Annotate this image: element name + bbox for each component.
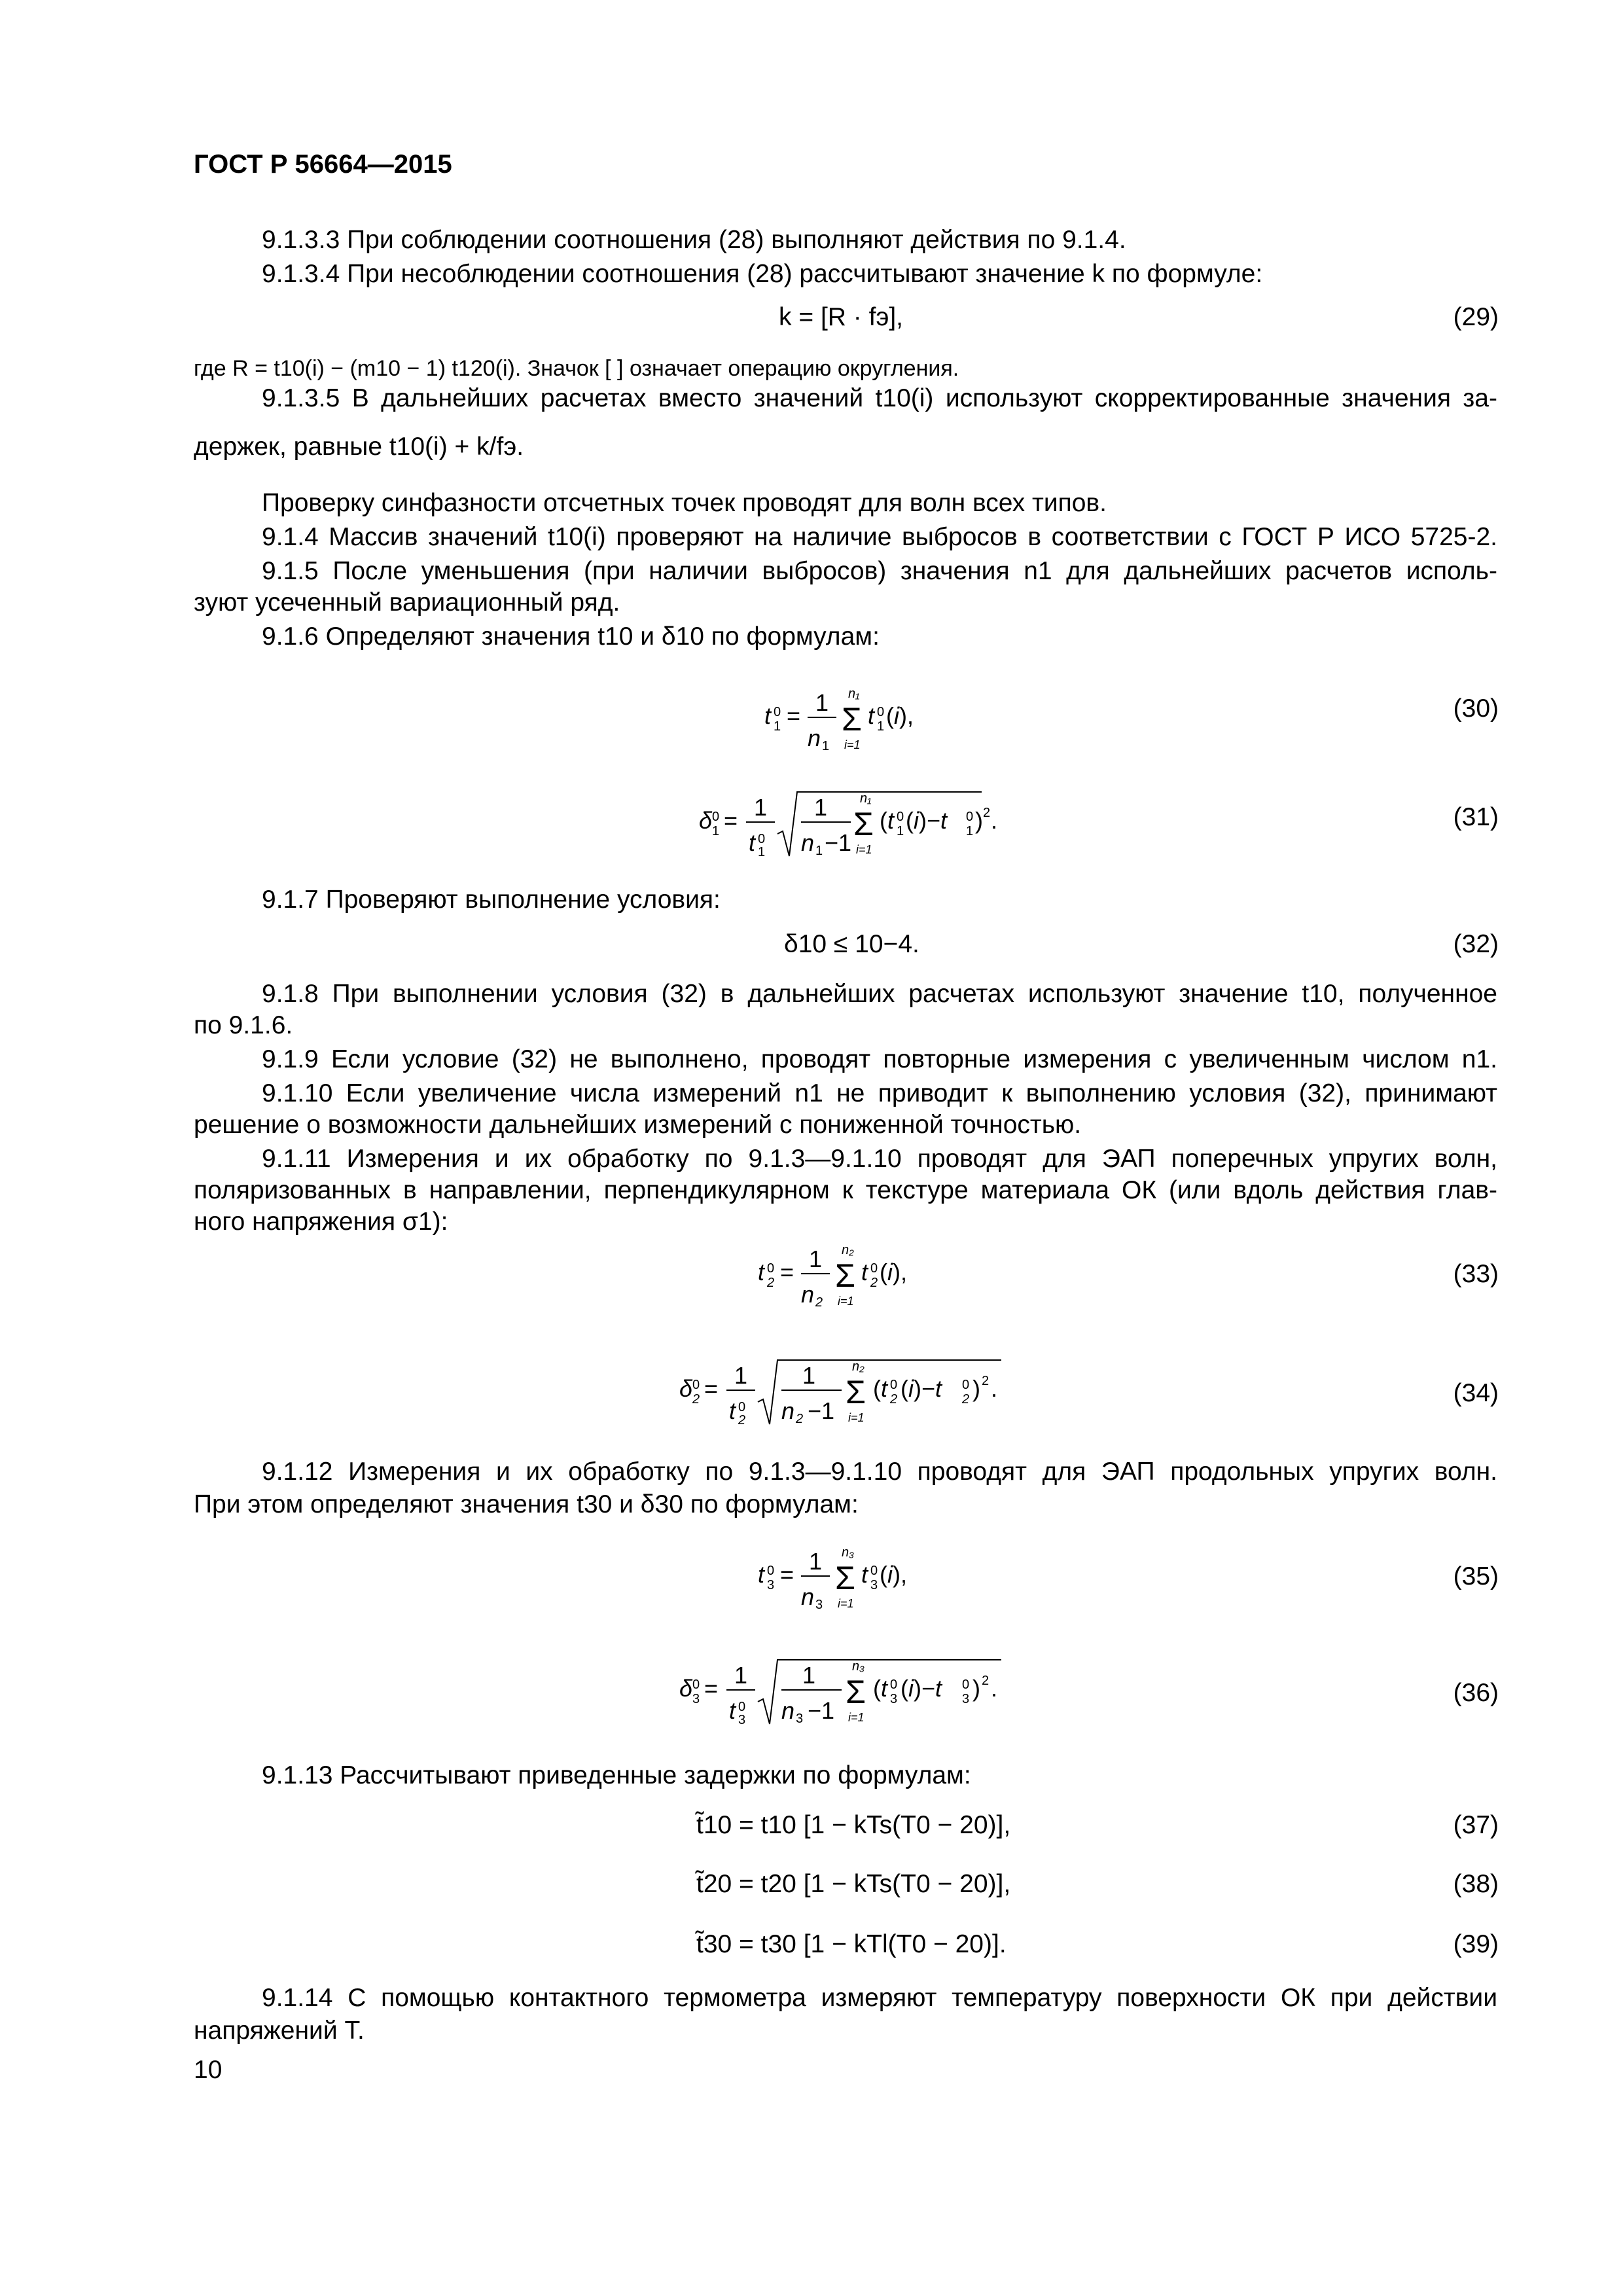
svg-text:1: 1 — [712, 824, 720, 838]
paragraph-9-1-7 — [262, 885, 721, 915]
paragraph-text: Проверку синфазности отсчетных точек проводят для волн всех типов. — [262, 489, 1107, 517]
paragraph-9-1-14-line1 — [262, 1983, 1497, 2013]
svg-text:1: 1 — [802, 1362, 816, 1389]
svg-text:n: n — [801, 829, 815, 856]
svg-text:0: 0 — [877, 705, 885, 719]
svg-text:1: 1 — [802, 1662, 816, 1689]
paragraph-text: решение о возможности дальнейших измерений с пониженной точностью. — [194, 1111, 1082, 1139]
paragraph-9-1-14-line2 — [194, 2016, 365, 2046]
svg-text:=: = — [704, 1675, 719, 1702]
paragraph-9-1-10-line1 — [262, 1079, 1497, 1109]
equation-number-29: (29) — [1453, 303, 1499, 331]
equation-number-31: (31) — [1453, 803, 1499, 831]
svg-text:1: 1 — [897, 824, 904, 838]
svg-text:t: t — [758, 1561, 765, 1588]
svg-text:.: . — [991, 1675, 998, 1702]
formula-text: t̃20 = t20 [1 − kTs(T0 − 20)], — [696, 1870, 1011, 1898]
svg-text:n₂: n₂ — [842, 1243, 854, 1257]
svg-text:=: = — [724, 807, 738, 834]
svg-text:i=1: i=1 — [838, 1295, 854, 1308]
paragraph-text: 9.1.3.3 При соблюдении соотношения (28) выполняют действия по 9.1.4. — [262, 226, 1126, 254]
formula-text: δ10 ≤ 10−4. — [784, 930, 919, 958]
svg-text:(i),: (i), — [880, 1259, 907, 1285]
svg-text:t: t — [861, 1259, 868, 1285]
svg-text:1: 1 — [814, 794, 828, 821]
svg-text:0: 0 — [966, 810, 974, 824]
svg-text:n₁: n₁ — [848, 687, 860, 701]
svg-text:0: 0 — [758, 832, 766, 846]
svg-text:−1: −1 — [825, 829, 852, 856]
svg-text:2: 2 — [796, 1412, 804, 1426]
paragraph-where-r — [194, 353, 959, 384]
paragraph-text: 9.1.3.5 В дальнейших расчетах вместо значений t10(i) используют скорректированные значения за- — [262, 384, 1497, 412]
svg-text:Σ: Σ — [846, 1674, 866, 1710]
svg-text:0: 0 — [712, 810, 720, 824]
paragraph-text: 9.1.12 Измерения и их обработку по 9.1.3—9.1.10 проводят для ЭАП продольных упругих волн. — [262, 1458, 1497, 1486]
paragraph-9-1-3-4 — [262, 259, 1262, 289]
paragraph-text: 9.1.7 Проверяют выполнение условия: — [262, 886, 721, 914]
equation-number-38: (38) — [1453, 1870, 1499, 1898]
paragraph-9-1-11-line3 — [194, 1207, 448, 1237]
svg-text:): ) — [975, 807, 983, 834]
paragraph-9-1-11-line2 — [194, 1175, 1497, 1206]
svg-text:0: 0 — [738, 1700, 746, 1714]
svg-text:0: 0 — [897, 810, 904, 824]
paragraph-9-1-8-line2 — [194, 1011, 293, 1041]
svg-text:n₃: n₃ — [852, 1659, 865, 1674]
svg-text:t: t — [861, 1561, 868, 1588]
paragraph-text: 9.1.9 Если условие (32) не выполнено, проводят повторные измерения с увеличенным числом n1. — [262, 1045, 1497, 1073]
document-header — [194, 149, 452, 179]
formula-39 — [696, 1929, 1007, 1960]
paragraph-text: 9.1.8 При выполнении условия (32) в дальнейших расчетах используют значение t10, полученное — [262, 980, 1497, 1008]
svg-text:.: . — [991, 807, 998, 834]
svg-text:0: 0 — [962, 1378, 970, 1392]
formula-34 — [674, 1347, 1014, 1432]
paragraph-text: 9.1.4 Массив значений t10(i) проверяют на наличие выбросов в соответствии с ГОСТ Р ИСО 5725-2. — [262, 523, 1497, 551]
svg-text:1: 1 — [809, 1548, 823, 1575]
paragraph-9-1-3-5-line2 — [194, 432, 524, 462]
svg-text:2: 2 — [738, 1413, 746, 1427]
svg-text:1: 1 — [815, 689, 829, 716]
page-number: 10 — [194, 2056, 223, 2084]
paragraph-9-1-12-line1 — [262, 1457, 1497, 1487]
paragraph-text: напряжений T. — [194, 2017, 365, 2045]
equation-number-32: (32) — [1453, 930, 1499, 958]
svg-text:2: 2 — [983, 806, 991, 820]
svg-text:t: t — [758, 1259, 765, 1285]
equation-number-36: (36) — [1453, 1679, 1499, 1707]
paragraph-9-1-3-3 — [262, 225, 1126, 255]
paragraph-text: зуют усеченный вариационный ряд. — [194, 588, 620, 617]
paragraph-text: 9.1.3.4 При несоблюдении соотношения (28) рассчитывают значение k по формуле: — [262, 260, 1263, 288]
paragraph-text: При этом определяют значения t30 и δ30 по формулам: — [194, 1490, 859, 1518]
svg-text:n: n — [781, 1697, 795, 1724]
svg-text:Σ: Σ — [853, 806, 874, 842]
svg-text:0: 0 — [890, 1677, 898, 1692]
svg-text:Σ: Σ — [835, 1560, 855, 1596]
paragraph-text: держек, равные t10(i) + k/fэ. — [194, 433, 524, 461]
svg-text:0: 0 — [767, 1261, 775, 1276]
svg-text:3: 3 — [890, 1692, 898, 1706]
svg-text:n: n — [801, 1583, 815, 1610]
svg-text:δ: δ — [679, 1675, 693, 1702]
svg-text:=: = — [780, 1259, 794, 1285]
formula-36 — [674, 1647, 1014, 1732]
formula-text: t̃30 = t30 [1 − kTl(T0 − 20)]. — [696, 1930, 1007, 1958]
svg-text:1: 1 — [754, 794, 768, 821]
svg-text:1: 1 — [774, 719, 781, 734]
svg-text:=: = — [787, 702, 801, 729]
svg-text:n₃: n₃ — [842, 1545, 855, 1560]
svg-text:1: 1 — [877, 719, 885, 734]
svg-text:3: 3 — [738, 1713, 746, 1727]
paragraph-phase-check — [262, 488, 1107, 518]
paragraph-9-1-13 — [262, 1761, 971, 1791]
svg-text:i=1: i=1 — [838, 1597, 854, 1610]
formula-32 — [784, 929, 919, 960]
formula-33 — [753, 1230, 949, 1316]
formula-30 — [759, 674, 955, 759]
header-title: ГОСТ Р 56664—2015 — [194, 150, 452, 179]
svg-text:δ: δ — [699, 807, 713, 834]
svg-text:2: 2 — [870, 1276, 878, 1290]
svg-text:3: 3 — [962, 1692, 970, 1706]
svg-text:2: 2 — [767, 1276, 775, 1290]
svg-text:): ) — [972, 1375, 980, 1402]
svg-text:3: 3 — [815, 1598, 823, 1612]
paragraph-text: где R = t10(i) − (m10 − 1) t120(i). Значок [ ] означает операцию округления. — [194, 356, 959, 381]
equation-number-39: (39) — [1453, 1930, 1499, 1958]
paragraph-text: 9.1.11 Измерения и их обработку по 9.1.3—9.1.10 проводят для ЭАП поперечных упругих волн, — [262, 1145, 1497, 1173]
svg-text:n₂: n₂ — [852, 1359, 865, 1374]
equation-number-34: (34) — [1453, 1379, 1499, 1407]
svg-text:i=1: i=1 — [844, 738, 861, 751]
svg-text:t: t — [868, 702, 875, 729]
svg-text:0: 0 — [692, 1677, 700, 1692]
paragraph-9-1-11-line1 — [262, 1144, 1497, 1174]
paragraph-9-1-9 — [262, 1045, 1497, 1075]
svg-text:n: n — [801, 1281, 815, 1308]
svg-text:2: 2 — [982, 1374, 990, 1388]
svg-text:2: 2 — [890, 1392, 898, 1407]
paragraph-text: 9.1.5 После уменьшения (при наличии выбросов) значения n1 для дальнейших расчетов исполь- — [262, 557, 1497, 585]
formula-text: k = [R · fэ], — [779, 303, 904, 331]
svg-text:Σ: Σ — [835, 1257, 855, 1294]
svg-text:(i)−t: (i)−t — [901, 1375, 942, 1402]
svg-text:=: = — [704, 1375, 719, 1402]
paragraph-text: ного напряжения σ1): — [194, 1208, 448, 1236]
svg-text:(t: (t — [873, 1675, 888, 1702]
svg-text:(t: (t — [880, 807, 895, 834]
svg-text:1: 1 — [809, 1246, 823, 1272]
svg-text:0: 0 — [870, 1261, 878, 1276]
paragraph-9-1-4 — [262, 522, 1497, 552]
svg-text:(i)−t: (i)−t — [901, 1675, 942, 1702]
svg-text:t: t — [729, 1697, 736, 1724]
svg-text:2: 2 — [982, 1674, 990, 1688]
svg-text:(i),: (i), — [886, 702, 914, 729]
svg-text:1: 1 — [966, 824, 974, 838]
paragraph-9-1-12-line2 — [194, 1490, 859, 1520]
svg-text:1: 1 — [734, 1362, 748, 1389]
paragraph-9-1-3-5-line1 — [262, 384, 1497, 414]
svg-text:δ: δ — [679, 1375, 693, 1402]
equation-number-35: (35) — [1453, 1562, 1499, 1590]
svg-text:=: = — [780, 1561, 794, 1588]
equation-number-33: (33) — [1453, 1260, 1499, 1288]
svg-text:1: 1 — [822, 739, 830, 753]
formula-29 — [779, 302, 903, 332]
svg-text:(i),: (i), — [880, 1561, 907, 1588]
paragraph-text: поляризованных в направлении, перпендикулярном к текстуре материала ОК (или вдоль действия глав- — [194, 1176, 1497, 1204]
svg-text:−1: −1 — [808, 1697, 835, 1724]
paragraph-text: 9.1.10 Если увеличение числа измерений n1 не приводит к выполнению условия (32), принимают — [262, 1079, 1497, 1107]
svg-text:i=1: i=1 — [856, 843, 872, 856]
svg-text:n₁: n₁ — [860, 791, 872, 806]
svg-text:3: 3 — [796, 1712, 804, 1726]
formula-38 — [696, 1869, 1010, 1899]
svg-text:.: . — [991, 1375, 998, 1402]
svg-text:t: t — [729, 1397, 736, 1424]
formula-37 — [696, 1810, 1010, 1840]
svg-text:1: 1 — [758, 845, 766, 859]
svg-text:t: t — [749, 829, 756, 856]
svg-text:i=1: i=1 — [848, 1411, 865, 1424]
svg-text:t: t — [764, 702, 772, 729]
equation-number-30: (30) — [1453, 694, 1499, 723]
svg-text:3: 3 — [767, 1578, 775, 1592]
svg-text:0: 0 — [767, 1564, 775, 1578]
svg-text:0: 0 — [692, 1378, 700, 1392]
svg-text:2: 2 — [692, 1392, 700, 1407]
paragraph-9-1-5-line2 — [194, 588, 620, 618]
paragraph-9-1-10-line2 — [194, 1110, 1081, 1140]
paragraph-text: 9.1.14 С помощью контактного термометра измеряют температуру поверхности ОК при действии — [262, 1984, 1497, 2012]
svg-text:(t: (t — [873, 1375, 888, 1402]
formula-35 — [753, 1533, 949, 1618]
svg-text:n: n — [781, 1397, 795, 1424]
formula-text: t̃10 = t10 [1 − kTs(T0 − 20)], — [696, 1811, 1011, 1839]
svg-text:i=1: i=1 — [848, 1711, 865, 1724]
svg-text:2: 2 — [815, 1295, 823, 1310]
svg-text:0: 0 — [890, 1378, 898, 1392]
svg-text:): ) — [972, 1675, 980, 1702]
svg-text:3: 3 — [870, 1578, 878, 1592]
svg-text:1: 1 — [734, 1662, 748, 1689]
svg-text:Σ: Σ — [842, 701, 862, 738]
paragraph-9-1-8-line1 — [262, 979, 1497, 1009]
svg-text:n: n — [808, 725, 821, 751]
svg-text:0: 0 — [870, 1564, 878, 1578]
paragraph-text: 9.1.13 Рассчитывают приведенные задержки по формулам: — [262, 1761, 971, 1789]
svg-text:2: 2 — [962, 1392, 970, 1407]
paragraph-text: 9.1.6 Определяют значения t10 и δ10 по формулам: — [262, 622, 880, 651]
svg-text:1: 1 — [815, 844, 823, 858]
equation-number-37: (37) — [1453, 1811, 1499, 1839]
paragraph-9-1-5-line1 — [262, 556, 1497, 586]
svg-text:−1: −1 — [808, 1397, 835, 1424]
svg-text:0: 0 — [774, 705, 781, 719]
paragraph-9-1-6 — [262, 622, 880, 652]
svg-text:0: 0 — [738, 1400, 746, 1414]
paragraph-text: по 9.1.6. — [194, 1011, 293, 1039]
formula-31 — [694, 779, 1021, 864]
svg-text:3: 3 — [692, 1692, 700, 1706]
svg-text:(i)−t: (i)−t — [906, 807, 948, 834]
svg-text:0: 0 — [962, 1677, 970, 1692]
svg-text:Σ: Σ — [846, 1374, 866, 1410]
